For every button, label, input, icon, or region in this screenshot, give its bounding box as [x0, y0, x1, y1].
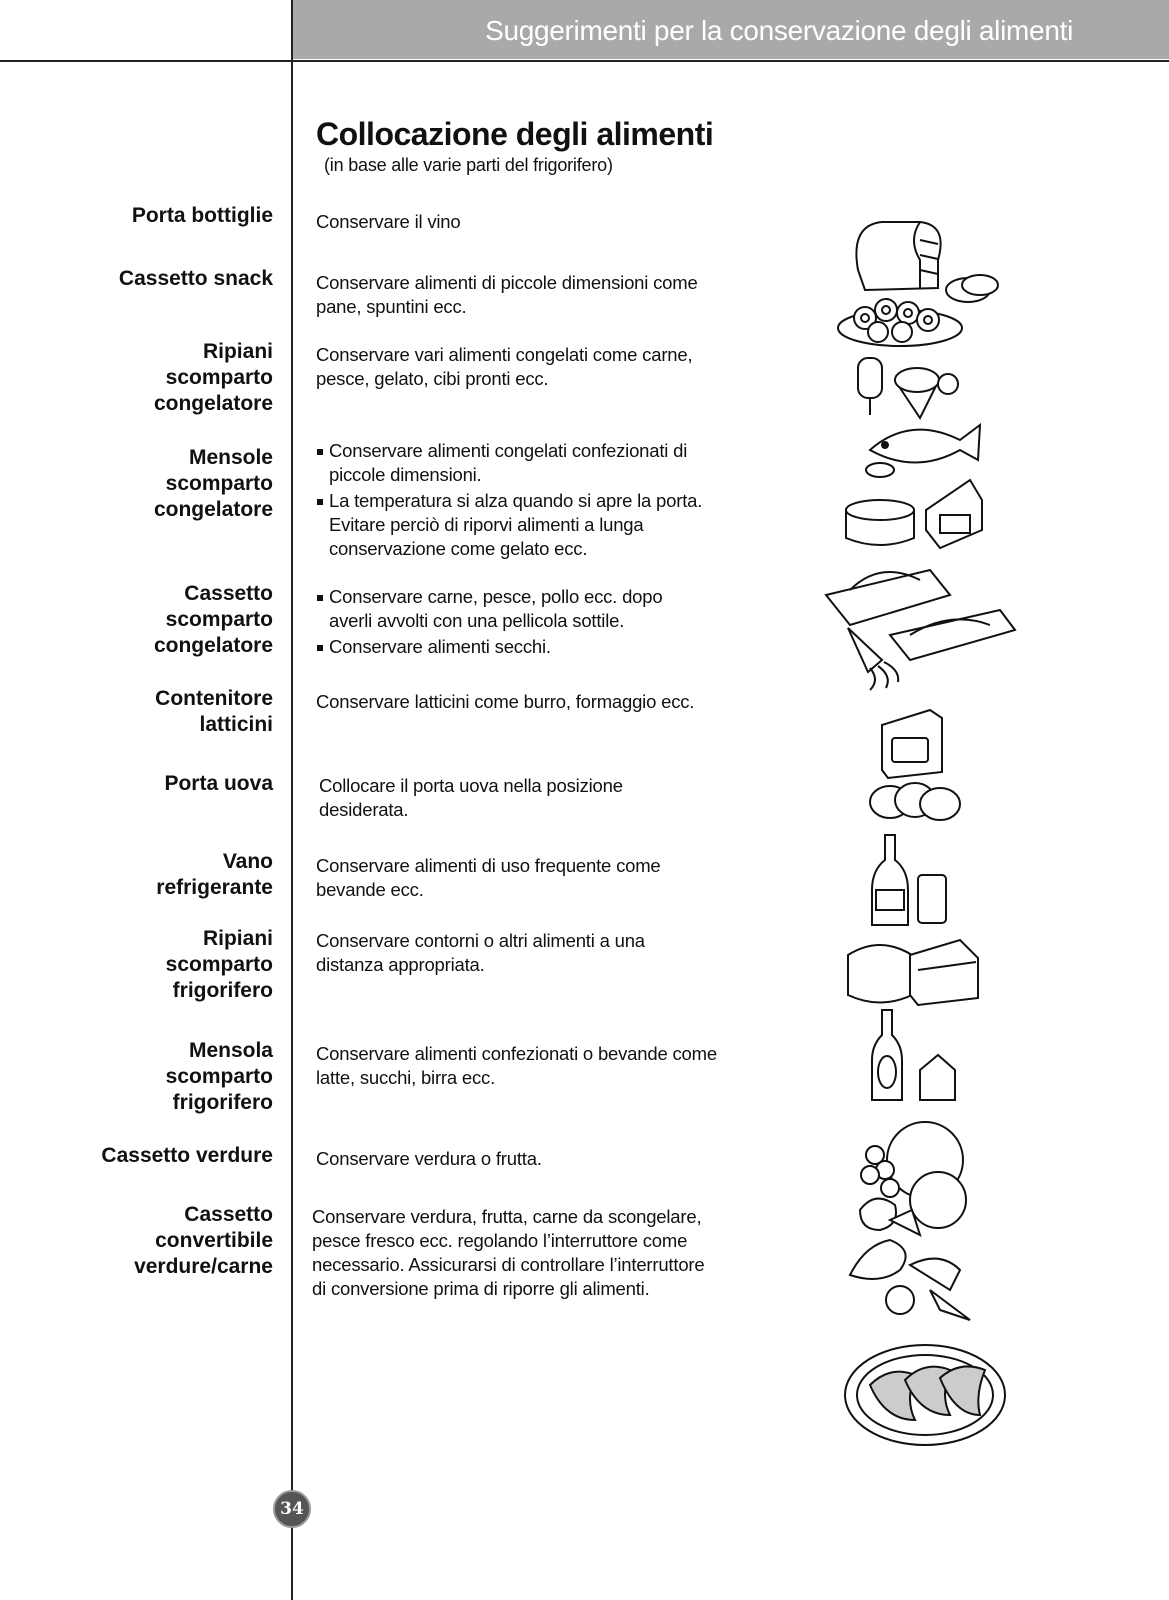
desc-mensole-congelatore [316, 439, 706, 563]
desc-cassetto-congelatore [316, 585, 706, 661]
desc-cassetto-convertibile: Conservare verdura, frutta, carne da scongelare, pesce fresco ecc. regolando l’interruttore come necessario. Assicurarsi di controllare l’interruttore di conversione prima di riporre gli alimenti. [312, 1206, 705, 1299]
column-divider [291, 0, 293, 1600]
desc-vano-refrigerante: Conservare alimenti di uso frequente come bevande ecc. [316, 855, 661, 900]
label-cassetto-snack: Cassetto snack [118, 267, 273, 290]
desc-cassetto-verdure: Conservare verdura o frutta. [316, 1148, 542, 1169]
label-ripiani-congelatore: Ripiani scomparto congelatore [153, 340, 273, 415]
cookies-plate-icon [838, 299, 962, 346]
desc-mensola-frigorifero: Conservare alimenti confezionati o bevande come latte, succhi, birra ecc. [316, 1043, 717, 1088]
label-mensole-congelatore: Mensole scomparto congelatore [153, 446, 273, 521]
label-vano-refrigerante: Vano refrigerante [156, 850, 273, 899]
bread-icon [856, 222, 940, 290]
desc-ripiani-frigorifero: Conservare contorni o altri alimenti a una distanza appropriata. [316, 930, 645, 975]
fish-icon [866, 425, 980, 477]
butter-block-icon [882, 710, 942, 778]
juice-and-milk-icon [872, 1010, 955, 1100]
bottle-and-can-icon [872, 835, 946, 925]
eggs-icon [870, 783, 960, 820]
desc-ripiani-congelatore: Conservare vari alimenti congelati come carne, pesce, gelato, cibi pronti ecc. [316, 344, 693, 389]
section-title: Collocazione degli alimenti [316, 116, 714, 152]
bullet-item: Conservare alimenti congelati confezionati di piccole dimensioni. [316, 439, 706, 487]
header-title: Suggerimenti per la conservazione degli alimenti [485, 15, 1073, 46]
food-illustrations [820, 210, 1050, 1470]
label-porta-bottiglie: Porta bottiglie [131, 204, 273, 227]
desc-porta-bottiglie: Conservare il vino [316, 211, 461, 232]
label-porta-uova: Porta uova [164, 772, 273, 795]
label-cassetto-convertibile: Cassetto convertibile verdure/carne [134, 1203, 273, 1278]
label-cassetto-verdure: Cassetto verdure [101, 1144, 273, 1167]
ice-cream-icon [858, 358, 958, 418]
label-ripiani-frigorifero: Ripiani scomparto frigorifero [165, 927, 273, 1002]
desc-cassetto-snack: Conservare alimenti di piccole dimensioni come pane, spuntini ecc. [316, 272, 698, 317]
label-contenitore-latticini: Contenitore latticini [155, 687, 273, 736]
desc-porta-uova: Collocare il porta uova nella posizione desiderata. [319, 775, 623, 820]
bullet-item: La temperatura si alza quando si apre la porta. Evitare perciò di riporvi alimenti a lunga conservazione come gelato ecc. [316, 489, 706, 561]
label-cassetto-congelatore: Cassetto scomparto congelatore [153, 582, 273, 657]
page-number: 34 [273, 1490, 311, 1528]
food-containers-icon [848, 940, 978, 1005]
header-rule [0, 60, 1169, 62]
baguette-icon [946, 275, 998, 302]
header-band [292, 0, 1169, 59]
meat-plate-icon [845, 1345, 1005, 1445]
fruits-and-vegetables-icon [860, 1122, 966, 1235]
vegetables-icon [850, 1240, 970, 1320]
frozen-meat-trays-icon [826, 570, 1015, 660]
bullet-item: Conservare alimenti secchi. [316, 635, 706, 659]
section-subtitle: (in base alle varie parti del frigorifero) [324, 155, 613, 175]
can-and-box-icon [846, 480, 982, 548]
label-mensola-frigorifero: Mensola scomparto frigorifero [165, 1039, 273, 1114]
bullet-item: Conservare carne, pesce, pollo ecc. dopo averli avvolti con una pellicola sottile. [316, 585, 706, 633]
desc-contenitore-latticini: Conservare latticini come burro, formaggio ecc. [316, 691, 695, 712]
